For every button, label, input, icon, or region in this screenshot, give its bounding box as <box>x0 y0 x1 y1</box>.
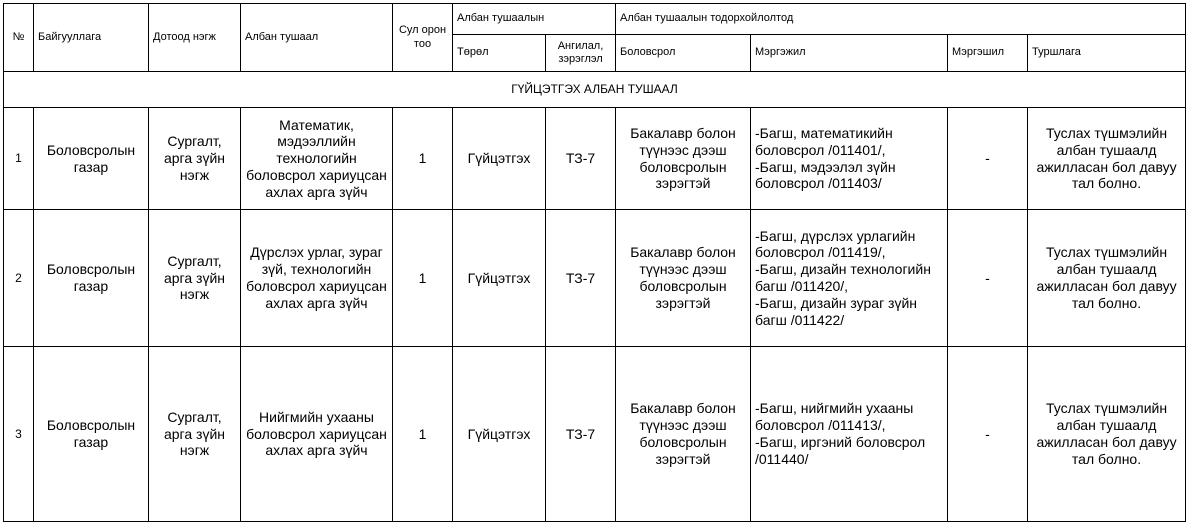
cell-unit: Сургалт, арга зүйн нэгж <box>149 108 241 210</box>
header-skill: Мэргэшил <box>948 35 1028 72</box>
cell-vacancies: 1 <box>393 108 453 210</box>
cell-position: Нийгмийн ухааны боловсрол хариуцсан ахлах арга зүйч <box>241 347 393 522</box>
cell-type: Гүйцэтгэх <box>453 347 546 522</box>
header-experience: Туршлага <box>1028 35 1186 72</box>
cell-skill: - <box>948 108 1028 210</box>
cell-vacancies: 1 <box>393 347 453 522</box>
cell-rank: ТЗ-7 <box>546 347 616 522</box>
cell-education: Бакалавр болон түүнээс дээш боловсролын зэрэгтэй <box>616 108 751 210</box>
header-no: № <box>4 4 34 72</box>
cell-experience: Туслах түшмэлийн албан тушаалд ажилласан бол давуу тал болно. <box>1028 210 1186 347</box>
header-position-group: Албан тушаалын <box>453 4 616 35</box>
cell-position: Дүрслэх урлаг, зураг зүй, технологийн боловсрол хариуцсан ахлах арга зүйч <box>241 210 393 347</box>
cell-vacancies: 1 <box>393 210 453 347</box>
cell-profession: -Багш, дүрслэх урлагийн боловсрол /011419/, -Багш, дизайн технологийн багш /011420/, -Багш, дизайн зураг зүйн багш /011422/ <box>751 210 948 347</box>
vacancy-table <box>3 3 1186 522</box>
header-vacancies: Сул орон тоо <box>393 4 453 72</box>
header-rank: Ангилал, зэрэглэл <box>546 35 616 72</box>
table-row <box>4 108 1186 210</box>
cell-education: Бакалавр болон түүнээс дээш боловсролын зэрэгтэй <box>616 347 751 522</box>
cell-profession: -Багш, математикийн боловсрол /011401/, -Багш, мэдээлэл зүйн боловсрол /011403/ <box>751 108 948 210</box>
cell-position: Математик, мэдээллийн технологийн боловсрол хариуцсан ахлах арга зүйч <box>241 108 393 210</box>
section-title: ГҮЙЦЭТГЭХ АЛБАН ТУШААЛ <box>4 72 1186 108</box>
cell-organization: Боловсролын газар <box>34 210 149 347</box>
cell-experience: Туслах түшмэлийн албан тушаалд ажилласан бол давуу тал болно. <box>1028 108 1186 210</box>
header-education: Боловсрол <box>616 35 751 72</box>
cell-unit: Сургалт, арга зүйн нэгж <box>149 347 241 522</box>
cell-no: 3 <box>4 347 34 522</box>
cell-rank: ТЗ-7 <box>546 108 616 210</box>
cell-unit: Сургалт, арга зүйн нэгж <box>149 210 241 347</box>
cell-organization: Боловсролын газар <box>34 108 149 210</box>
cell-organization: Боловсролын газар <box>34 347 149 522</box>
header-unit: Дотоод нэгж <box>149 4 241 72</box>
cell-no: 2 <box>4 210 34 347</box>
table-row <box>4 347 1186 522</box>
table-row <box>4 210 1186 347</box>
header-type: Төрөл <box>453 35 546 72</box>
cell-rank: ТЗ-7 <box>546 210 616 347</box>
header-position: Албан тушаал <box>241 4 393 72</box>
cell-no: 1 <box>4 108 34 210</box>
cell-skill: - <box>948 347 1028 522</box>
header-profession: Мэргэжил <box>751 35 948 72</box>
header-requirements-group: Албан тушаалын тодорхойлолтод <box>616 4 1186 35</box>
cell-type: Гүйцэтгэх <box>453 108 546 210</box>
cell-type: Гүйцэтгэх <box>453 210 546 347</box>
cell-profession: -Багш, нийгмийн ухааны боловсрол /011413/, -Багш, иргэний боловсрол /011440/ <box>751 347 948 522</box>
cell-experience: Туслах түшмэлийн албан тушаалд ажилласан бол давуу тал болно. <box>1028 347 1186 522</box>
cell-skill: - <box>948 210 1028 347</box>
cell-education: Бакалавр болон түүнээс дээш боловсролын зэрэгтэй <box>616 210 751 347</box>
header-organization: Байгууллага <box>34 4 149 72</box>
